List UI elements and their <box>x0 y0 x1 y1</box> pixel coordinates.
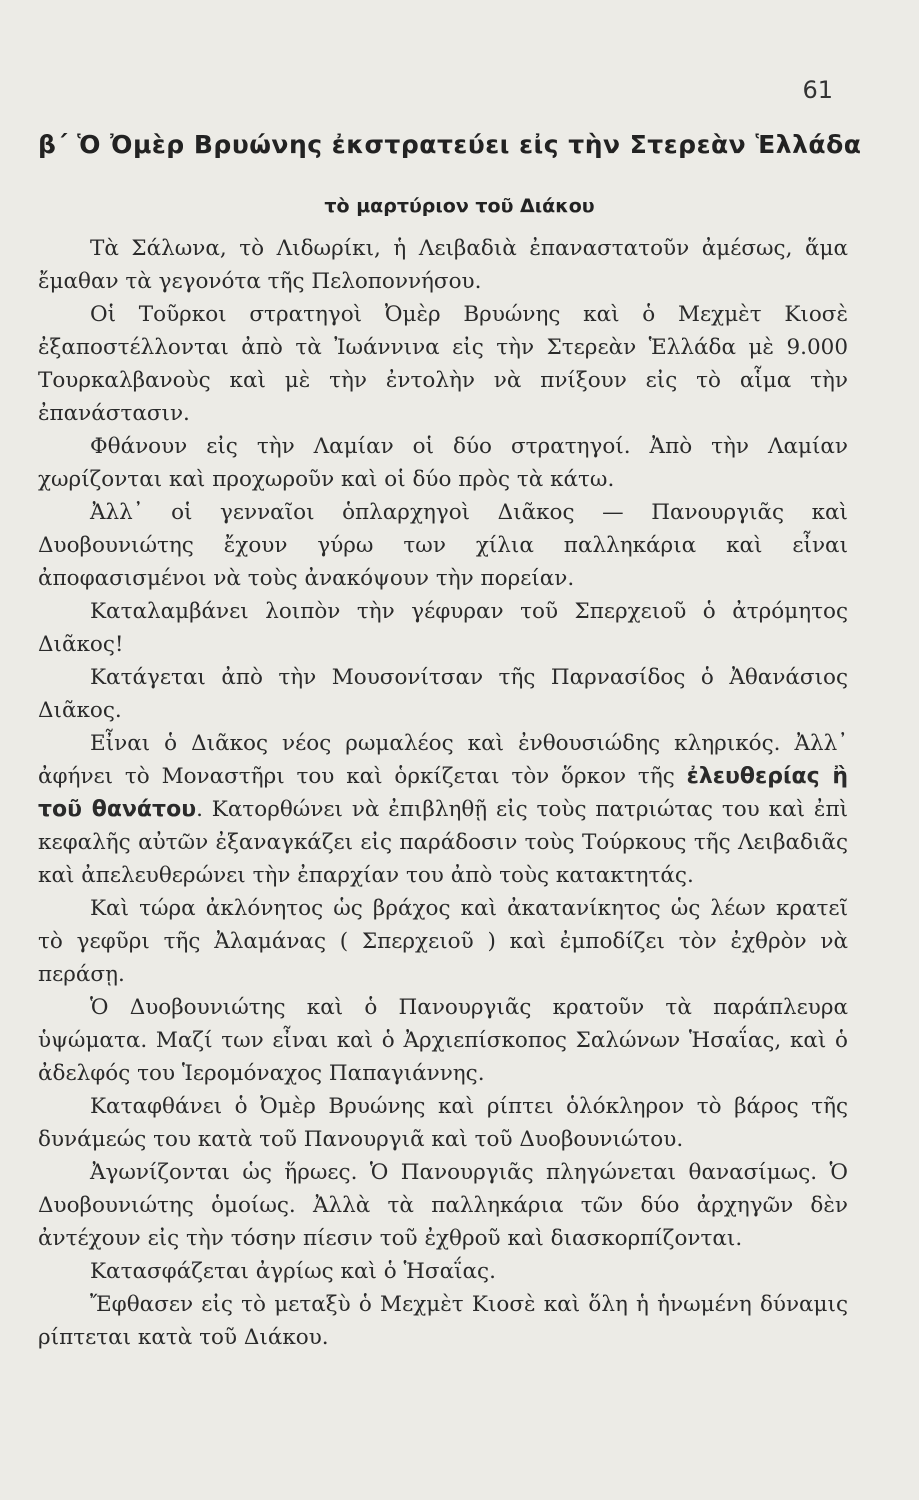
paragraph-text: Εἶναι ὁ Διᾶκος νέος ρωμαλέος καὶ ἐνθουσιώδης κληρικός. Ἀλλ᾽ ἀφήνει τὸ Μοναστῆρι του καὶ ὁρκίζεται τὸν ὅρκον τῆς <box>38 731 848 789</box>
paragraph: Τὰ Σάλωνα, τὸ Λιδωρίκι, ἡ Λειβαδιὰ ἐπαναστατοῦν ἀμέσως, ἅμα ἔμαθαν τὰ γεγονότα τῆς Πελοποννήσου. <box>38 236 848 294</box>
paragraph: Κατασφάζεται ἀγρίως καὶ ὁ Ἡσαΐας. <box>90 1259 496 1284</box>
chapter-heading: β΄ Ὁ Ὀμὲρ Βρυώνης ἐκστρατεύει εἰς τὴν Στερεὰν Ἑλλάδα <box>38 130 862 159</box>
section-subheading: τὸ μαρτύριον τοῦ Διάκου <box>324 195 595 217</box>
paragraph: Κατάγεται ἀπὸ τὴν Μουσονίτσαν τῆς Παρνασίδος ὁ Ἀθανάσιος Διᾶκος. <box>38 665 848 723</box>
emphasized-phrase: ἐλευθερίας ἢ τοῦ θανάτου <box>38 764 848 822</box>
paragraph: Ὁ Δυοβουνιώτης καὶ ὁ Πανουργιᾶς κρατοῦν τὰ παράπλευρα ὑψώματα. Μαζί των εἶναι καὶ ὁ Ἀρχιεπίσκοπος Σαλώνων Ἡσαΐας, καὶ ὁ ἀδελφός του Ἱερομόναχος Παπαγιάννης. <box>38 995 848 1086</box>
paragraph: Καταλαμβάνει λοιπὸν τὴν γέφυραν τοῦ Σπερχειοῦ ὁ ἀτρόμητος Διᾶκος! <box>38 599 848 657</box>
body-text <box>38 232 848 1354</box>
paragraph: Ἀγωνίζονται ὡς ἥρωες. Ὁ Πανουργιᾶς πληγώνεται θανασίμως. Ὁ Δυοβουνιώτης ὁμοίως. Ἀλλὰ τὰ παλληκάρια τῶν δύο ἀρχηγῶν δὲν ἀντέχουν εἰς τὴν τόσην πίεσιν τοῦ ἐχθροῦ καὶ διασκορπίζονται. <box>38 1160 848 1251</box>
paragraph: Καὶ τώρα ἀκλόνητος ὡς βράχος καὶ ἀκατανίκητος ὡς λέων κρατεῖ τὸ γεφῦρι τῆς Ἀλαμάνας ( Σπερχειοῦ ) καὶ ἐμποδίζει τὸν ἐχθρὸν νὰ περάσῃ. <box>38 896 848 987</box>
paragraph-text: . Κατορθώνει νὰ ἐπιβληθῇ εἰς τοὺς πατριώτας του καὶ ἐπὶ κεφαλῆς αὐτῶν ἐξαναγκάζει εἰς παράδοσιν τοὺς Τούρκους τῆς Λειβαδιᾶς καὶ ἀπελευθερώνει τὴν ἐπαρχίαν του ἀπὸ τοὺς κατακτητάς. <box>38 797 848 888</box>
paragraph: Οἱ Τοῦρκοι στρατηγοὶ Ὀμὲρ Βρυώνης καὶ ὁ Μεχμὲτ Κιοσὲ ἐξαποστέλλονται ἀπὸ τὰ Ἰωάννινα εἰς τὴν Στερεὰν Ἑλλάδα μὲ 9.000 Τουρκαλβανοὺς καὶ μὲ τὴν ἐντολὴν νὰ πνίξουν εἰς τὸ αἷμα τὴν ἐπανάστασιν. <box>38 302 848 426</box>
page-number: 61 <box>802 76 833 104</box>
paragraph <box>38 727 848 892</box>
paragraph: Ἀλλ᾽ οἱ γενναῖοι ὁπλαρχηγοὶ Διᾶκος — Πανουργιᾶς καὶ Δυοβουνιώτης ἔχουν γύρω των χίλια παλληκάρια καὶ εἶναι ἀποφασισμένοι νὰ τοὺς ἀνακόψουν τὴν πορείαν. <box>38 500 848 591</box>
paragraph: Καταφθάνει ὁ Ὀμὲρ Βρυώνης καὶ ρίπτει ὁλόκληρον τὸ βάρος τῆς δυνάμεώς του κατὰ τοῦ Πανουργιᾶ καὶ τοῦ Δυοβουνιώτου. <box>38 1094 848 1152</box>
paragraph: Ἔφθασεν εἰς τὸ μεταξὺ ὁ Μεχμὲτ Κιοσὲ καὶ ὅλη ἡ ἡνωμένη δύναμις ρίπτεται κατὰ τοῦ Διάκου. <box>38 1292 848 1350</box>
paragraph: Φθάνουν εἰς τὴν Λαμίαν οἱ δύο στρατηγοί. Ἀπὸ τὴν Λαμίαν χωρίζονται καὶ προχωροῦν καὶ οἱ δύο πρὸς τὰ κάτω. <box>38 434 848 492</box>
